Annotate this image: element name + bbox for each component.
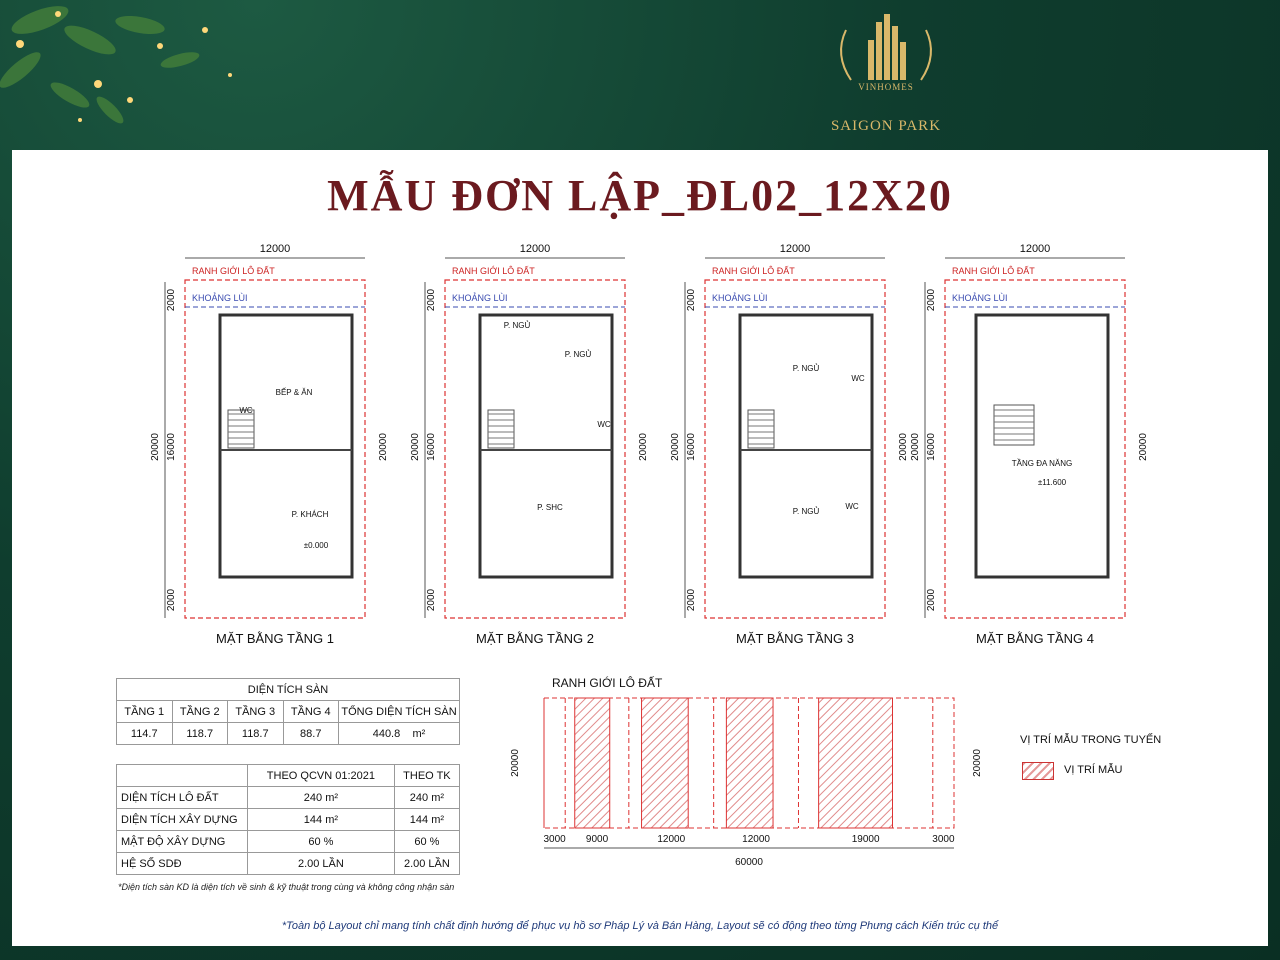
right-dim: 20000 xyxy=(638,433,649,461)
room-label: WC xyxy=(239,406,253,415)
left-dim: 2000 xyxy=(686,588,697,612)
col-header: TẦNG 1 xyxy=(117,701,173,723)
sample-lot xyxy=(819,698,893,828)
land-label: DIỆN TÍCH LÔ ĐẤT xyxy=(117,787,248,809)
total-dim: 60000 xyxy=(735,857,763,868)
level-label: ±11.600 xyxy=(1037,478,1067,487)
segment-dim: 3000 xyxy=(932,834,955,845)
boundary-label: RANH GIỚI LÔ ĐẤT xyxy=(952,266,1035,276)
land-header: THEO TK xyxy=(394,765,459,787)
land-value: 60 % xyxy=(394,831,459,853)
col-header: TẦNG 4 xyxy=(283,701,339,723)
footnote: *Diện tích sàn KD là diện tích về sinh & kỹ thuật trong cùng và không công nhận sàn xyxy=(118,882,455,892)
left-dim: 16000 xyxy=(926,433,937,461)
land-value: 144 m² xyxy=(394,809,459,831)
left-dim: 16000 xyxy=(686,433,697,461)
width-dim: 12000 xyxy=(779,243,811,255)
right-dim: 20000 xyxy=(378,433,389,461)
legend-title: VỊ TRÍ MẪU TRONG TUYẾN xyxy=(1020,734,1162,746)
col-header: TỔNG DIỆN TÍCH SÀN xyxy=(339,701,460,723)
area-value: 118.7 xyxy=(228,723,284,745)
area-value: 114.7 xyxy=(117,723,173,745)
left-dim: 2000 xyxy=(166,288,177,312)
segment-dim: 12000 xyxy=(657,834,686,845)
segment-dim: 9000 xyxy=(585,834,609,845)
brand-small-text: VINHOMES xyxy=(858,82,914,92)
right-dim: 20000 xyxy=(1138,433,1149,461)
land-header: THEO QCVN 01:2021 xyxy=(248,765,395,787)
segment-dim: 3000 xyxy=(543,834,566,845)
land-label: DIỆN TÍCH XÂY DỰNG xyxy=(117,809,248,831)
left-total-dim: 20000 xyxy=(670,433,681,461)
room-label: BẾP & ĂN xyxy=(275,388,313,397)
left-dim: 2000 xyxy=(926,288,937,312)
boundary-label: RANH GIỚI LÔ ĐẤT xyxy=(712,266,795,276)
width-dim: 12000 xyxy=(259,243,291,255)
area-unit: m² xyxy=(412,727,426,740)
land-header xyxy=(117,765,248,787)
sample-lot xyxy=(726,698,773,828)
setback-label: KHOẢNG LÙI xyxy=(452,293,508,303)
left-total-dim: 20000 xyxy=(910,433,921,461)
room-label: P. NGỦ xyxy=(792,364,820,373)
boundary-label: RANH GIỚI LÔ ĐẤT xyxy=(452,266,535,276)
level-label: ±0.000 xyxy=(303,541,329,550)
floor-area-header: DIỆN TÍCH SÀN xyxy=(117,679,460,701)
land-value: 2.00 LẦN xyxy=(248,853,395,875)
room-label: P. NGỦ xyxy=(503,321,531,330)
land-label: HỆ SỐ SDĐ xyxy=(117,853,248,875)
page-title: MẪU ĐƠN LẬP_ĐL02_12X20 xyxy=(327,171,953,220)
plan-label: MẶT BẰNG TẦNG 3 xyxy=(736,631,854,646)
room-label: WC xyxy=(845,502,859,511)
width-dim: 12000 xyxy=(1019,243,1051,255)
legend-label: VỊ TRÍ MẪU xyxy=(1064,764,1123,776)
room-label: P. KHÁCH xyxy=(291,510,329,519)
boundary-label: RANH GIỚI LÔ ĐẤT xyxy=(192,266,275,276)
plan-label: MẶT BẰNG TẦNG 2 xyxy=(476,631,594,646)
left-dim: 2000 xyxy=(426,288,437,312)
setback-label: KHOẢNG LÙI xyxy=(712,293,768,303)
site-left-dim: 20000 xyxy=(510,749,521,777)
site-plan xyxy=(500,690,1000,880)
left-dim: 16000 xyxy=(166,433,177,461)
left-total-dim: 20000 xyxy=(150,433,161,461)
site-title: RANH GIỚI LÔ ĐẤT xyxy=(552,676,663,690)
col-header: TẦNG 2 xyxy=(172,701,228,723)
plan-label: MẶT BẰNG TẦNG 1 xyxy=(216,631,334,646)
room-label: WC xyxy=(851,374,865,383)
footer-note: *Toàn bộ Layout chỉ mang tính chất định hướng để phục vụ hồ sơ Pháp Lý và Bán Hàng, Layout sẽ có động theo từng Phưng cách Kiến trúc cụ thể xyxy=(281,920,999,932)
room-label: P. SHC xyxy=(537,503,563,512)
width-dim: 12000 xyxy=(519,243,551,255)
legend-swatch xyxy=(1022,762,1054,780)
area-value: 88.7 xyxy=(283,723,339,745)
left-total-dim: 20000 xyxy=(410,433,421,461)
segment-dim: 12000 xyxy=(742,834,770,845)
room-label: P. NGỦ xyxy=(792,507,820,516)
land-value: 240 m² xyxy=(394,787,459,809)
brand-name: SAIGON PARK xyxy=(830,118,942,134)
setback-label: KHOẢNG LÙI xyxy=(952,293,1008,303)
foliage-decoration xyxy=(0,0,260,150)
room-label: TẦNG ĐA NĂNG xyxy=(1011,459,1073,468)
left-dim: 2000 xyxy=(686,288,697,312)
area-value: 118.7 xyxy=(172,723,228,745)
land-value: 144 m² xyxy=(248,809,395,831)
site-right-dim: 20000 xyxy=(972,749,983,777)
total-value: 440.8 xyxy=(372,727,401,740)
left-dim: 2000 xyxy=(426,588,437,612)
room-label: WC xyxy=(597,420,611,429)
land-label: MẬT ĐỘ XÂY DỰNG xyxy=(117,831,248,853)
floor-area-table xyxy=(116,678,460,745)
segment-dim: 19000 xyxy=(851,834,880,845)
plan-label: MẶT BẰNG TẦNG 4 xyxy=(976,631,1094,646)
left-dim: 2000 xyxy=(926,588,937,612)
sample-lot xyxy=(575,698,610,828)
col-header: TẦNG 3 xyxy=(228,701,284,723)
land-value: 60 % xyxy=(248,831,395,853)
land-value: 240 m² xyxy=(248,787,395,809)
left-dim: 2000 xyxy=(166,588,177,612)
left-dim: 16000 xyxy=(426,433,437,461)
room-label: P. NGỦ xyxy=(564,350,592,359)
land-value: 2.00 LẦN xyxy=(394,853,459,875)
sample-lot xyxy=(642,698,689,828)
area-total xyxy=(339,723,460,745)
setback-label: KHOẢNG LÙI xyxy=(192,293,248,303)
right-dim: 20000 xyxy=(898,433,909,461)
land-table xyxy=(116,764,460,875)
